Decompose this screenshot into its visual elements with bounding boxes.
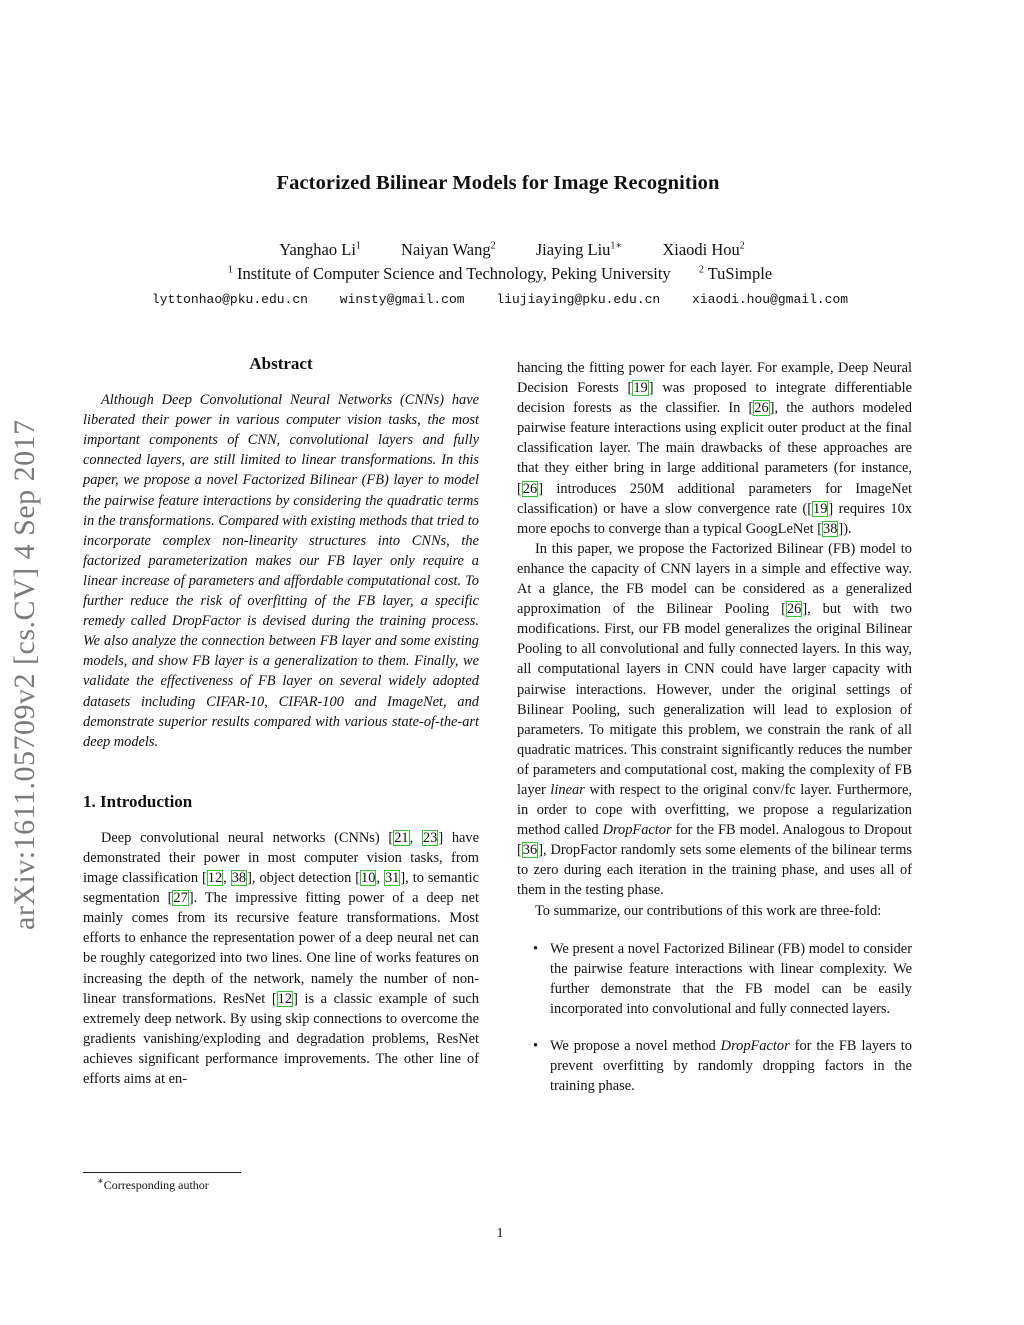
email-2[interactable]: winsty@gmail.com [339,292,465,307]
bullet-icon: • [533,1038,539,1054]
citation-link[interactable]: 12 [277,990,293,1007]
page-number: 1 [496,1226,504,1241]
author-list [0,240,1024,260]
intro-paragraph: Deep convolutional neural networks (CNNs) [21, 23] have demonstrated their power in most computer vision tasks, from image classification [12, 38], object detection [10, 31], to semantic segmentation [27]. The impressive fitting power of a deep net mainly comes from its recursive feature transformations. Most efforts to enhance the representation power of a deep neural net can be roughly categorized into two lines. One line of works features on increasing the depth of the network, namely the number of non-linear transformations. ResNet [12] is a classic example of such extremely deep network. By using skip connections to overcome the gradients vanishing/exploding and degradation problems, ResNet achieves significant performance improvements. The other line of efforts aims at en- [83,829,480,1087]
email-1[interactable]: lyttonhao@pku.edu.cn [151,292,308,307]
list-item: • We present a novel Factorized Bilinear (FB) model to consider the pairwise feature interactions with linear complexity. We further demonstrate that the FB model can be easily incorporated into convolutional and fully connected layers. [533,940,912,1017]
arxiv-stamp[interactable]: arXiv:1611.05709v2 [cs.CV] 4 Sep 2017 [8,419,41,930]
author-3: Jiaying Liu$^{1∗}$ [535,240,623,259]
citation-link[interactable]: 12 [207,870,223,887]
bullet-icon: • [533,940,539,957]
author-1: Yanghao Li$^1$ [279,240,361,259]
footnote-rule [83,1172,241,1173]
affiliation-1: $^1$ Institute of Computer Science and Technology, Peking University [227,264,671,283]
citation-link[interactable]: 38 [231,870,247,887]
email-4[interactable]: xiaodi.hou@gmail.com [692,292,849,307]
citation-link[interactable]: 38 [823,520,838,537]
contribution-list [517,939,912,1097]
right-column [517,358,912,1113]
left-column [83,354,479,1089]
email-3[interactable]: liujiaying@pku.edu.cn [496,292,661,307]
abstract-heading: Abstract [249,354,313,373]
paper-title: Factorized Bilinear Models for Image Recognition [276,172,720,194]
citation-link[interactable]: 26 [786,601,802,618]
introduction-heading: 1. Introduction [83,791,193,811]
citation-link[interactable]: 26 [522,480,538,497]
citation-link[interactable]: 19 [633,380,648,397]
footnote: ∗Corresponding author [97,1176,209,1192]
list-item: • We propose a novel method DropFactor for the FB layers to prevent overfitting by randomly dropping factors in the training phase. [533,1038,912,1095]
right-paragraph-3: To summarize, our contributions of this work are three-fold: [535,902,882,919]
citation-link[interactable]: 21 [394,829,409,846]
right-paragraph-2: In this paper, we propose the Factorized Bilinear (FB) model to enhance the capacity of CNN layers in a simple and effective way. At a glance, the FB model can be considered as a generalized approximation of the Bilinear Pooling [26], but with two modifications. First, our FB model generalizes the original Bilinear Pooling to all convolutional and fully connected layers. In this way, all computational layers in CNN could have larger capacity with pairwise interactions. However, under the original settings of Bilinear Pooling, such generalization will lead to explosion of parameters. To mitigate this problem, we constrain the rank of all quadratic matrices. This constraint significantly reduces the number of parameters and computational cost, making the complexity of FB layer linear with respect to the original conv/fc layer. Furthermore, in order to cope with overfitting, we propose a regularization method called DropFactor for the FB model. Analogous to Dropout [36], DropFactor randomly sets some elements of the bilinear terms to zero during each iteration in the training phase, and uses all of them in the testing phase. [517,540,912,899]
author-4: Xiaodi Hou$^2$ [662,240,745,259]
email-list [0,292,1000,307]
author-2: Naiyan Wang$^2$ [401,240,496,259]
right-paragraph-1: hancing the fitting power for each layer. For example, Deep Neural Decision Forests [19] was proposed to integrate differentiable decision forests as the classifier. In [26], the authors modeled pairwise feature interactions using explicit outer product at the final classification layer. The main drawbacks of these approaches are that they either bring in large additional parameters (for instance, [26] introduces 250M additional parameters for ImageNet classification) or have a slow convergence rate ([19] requires 10x more epochs to converge than a typical GoogLeNet [38]). [517,360,912,537]
citation-link[interactable]: 10 [361,870,376,887]
citation-link[interactable]: 36 [522,842,538,859]
citation-link[interactable]: 19 [813,500,828,517]
citation-link[interactable]: 27 [173,890,188,907]
affiliation-list [0,264,1000,284]
affiliation-2: $^2$ TuSimple [698,264,773,283]
citation-link[interactable]: 31 [384,870,400,887]
citation-link[interactable]: 23 [422,829,438,846]
abstract-text: Although Deep Convolutional Neural Networks (CNNs) have liberated their power in various computer vision tasks, the most important components of CNN, convolutional layers and fully connected layers, are still limited to linear transformations. In this paper, we propose a novel Factorized Bilinear (FB) layer to model the pairwise feature interactions by considering the quadratic terms in the transformations. Compared with existing methods that tried to incorporate complex non-linearity structures into CNNs, the factorized parameterization makes our FB layer only require a linear increase of parameters and affordable computational cost. To further reduce the risk of overfitting of the FB layer, a specific remedy called DropFactor is devised during the training process. We also analyze the connection between FB layer and some existing models, and show FB layer is a generalization to them. Finally, we validate the effectiveness of FB layer on several widely adopted datasets including CIFAR-10, CIFAR-100 and ImageNet, and demonstrate superior results compared with various state-of-the-art deep models. [83,392,479,750]
citation-link[interactable]: 26 [754,400,769,417]
